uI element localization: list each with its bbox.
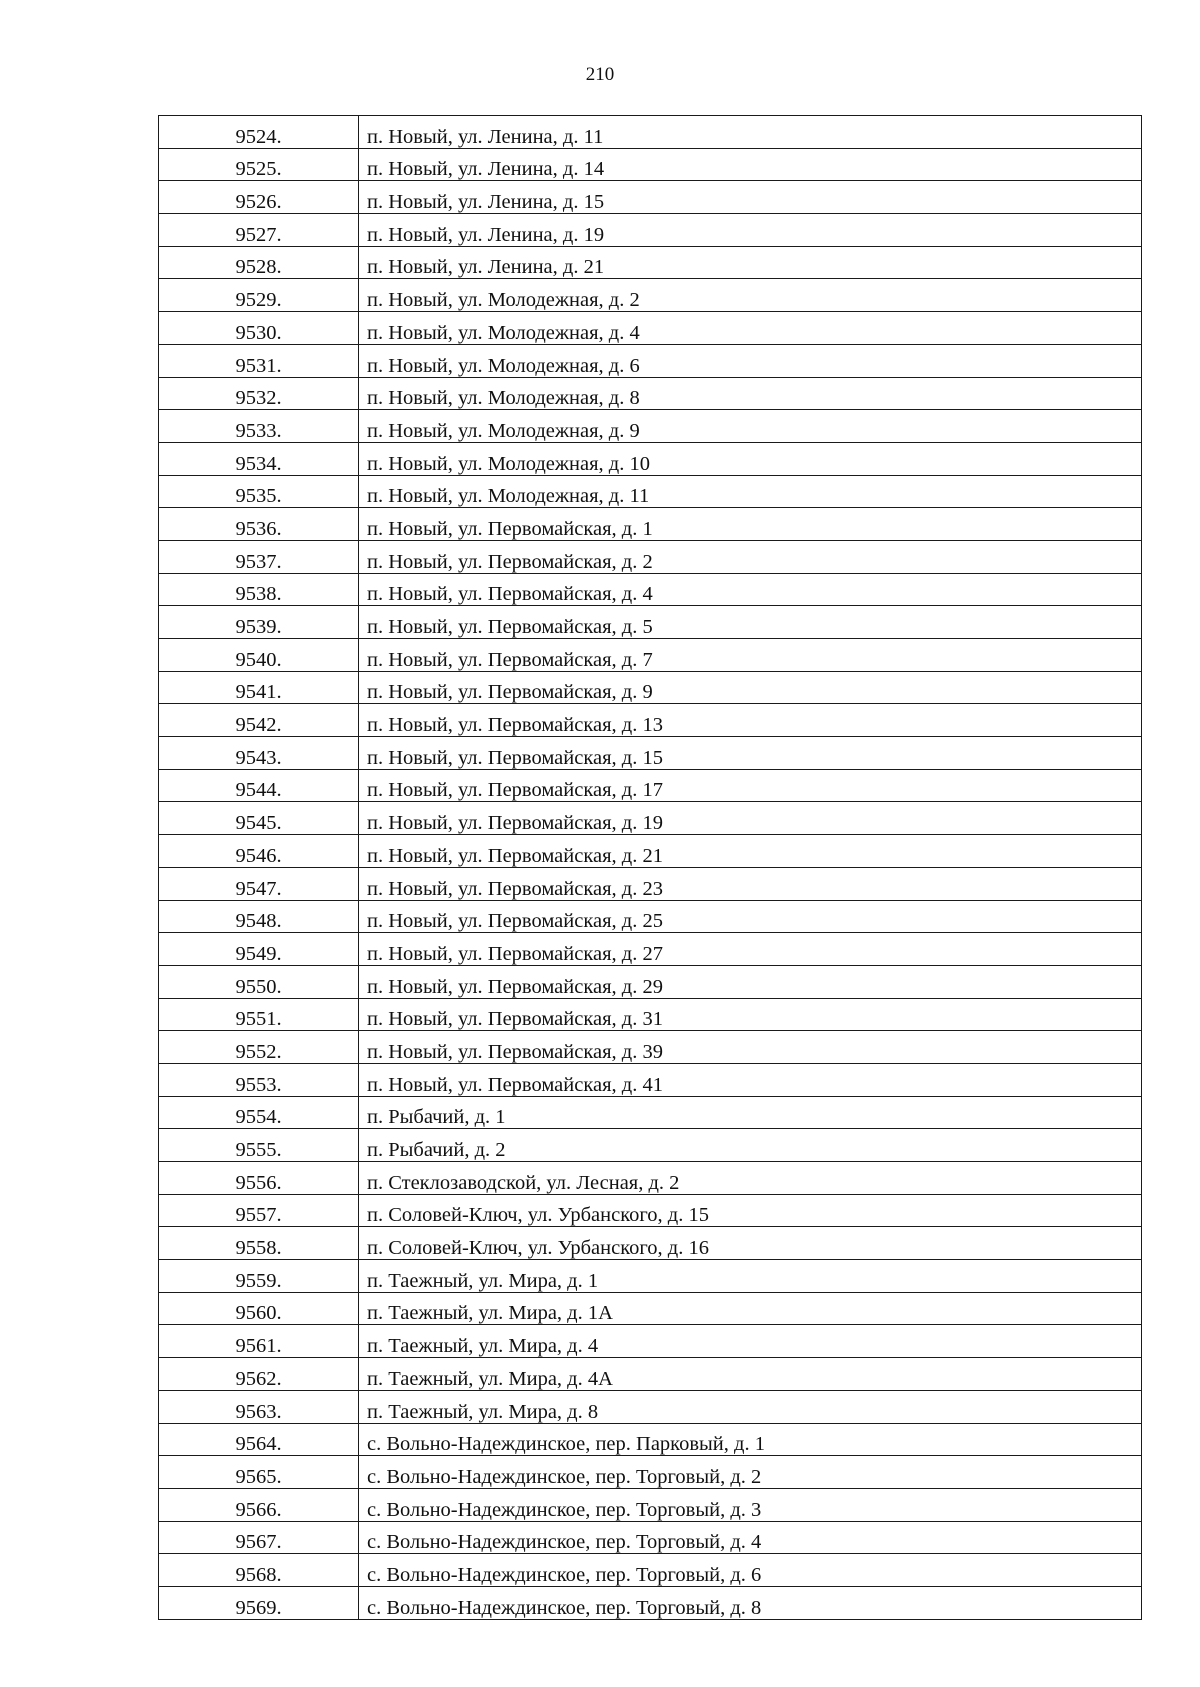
row-number-cell: 9567. (159, 1521, 359, 1554)
address-cell: п. Рыбачий, д. 2 (359, 1129, 1142, 1162)
row-number-cell: 9568. (159, 1554, 359, 1587)
address-cell: п. Таежный, ул. Мира, д. 1А (359, 1292, 1142, 1325)
row-number-cell: 9559. (159, 1260, 359, 1293)
address-cell: п. Новый, ул. Первомайская, д. 21 (359, 835, 1142, 868)
address-cell: п. Новый, ул. Ленина, д. 14 (359, 148, 1142, 181)
address-cell: с. Вольно-Надеждинское, пер. Торговый, д. 4 (359, 1521, 1142, 1554)
table-row (159, 1390, 1142, 1423)
table-row (159, 1096, 1142, 1129)
row-number-cell: 9566. (159, 1488, 359, 1521)
row-number-cell: 9540. (159, 639, 359, 672)
row-number-cell: 9547. (159, 867, 359, 900)
table-row (159, 442, 1142, 475)
row-number-cell: 9557. (159, 1194, 359, 1227)
row-number-cell: 9537. (159, 540, 359, 573)
address-cell: п. Новый, ул. Первомайская, д. 15 (359, 737, 1142, 770)
table-row (159, 475, 1142, 508)
address-cell: п. Таежный, ул. Мира, д. 4А (359, 1358, 1142, 1391)
row-number-cell: 9554. (159, 1096, 359, 1129)
table-row (159, 1129, 1142, 1162)
row-number-cell: 9551. (159, 998, 359, 1031)
row-number-cell: 9561. (159, 1325, 359, 1358)
table-row (159, 410, 1142, 443)
row-number-cell: 9524. (159, 116, 359, 149)
row-number-cell: 9565. (159, 1456, 359, 1489)
address-cell: п. Соловей-Ключ, ул. Урбанского, д. 15 (359, 1194, 1142, 1227)
address-cell: п. Новый, ул. Первомайская, д. 13 (359, 704, 1142, 737)
address-cell: п. Новый, ул. Молодежная, д. 11 (359, 475, 1142, 508)
row-number-cell: 9548. (159, 900, 359, 933)
address-cell: п. Новый, ул. Первомайская, д. 1 (359, 508, 1142, 541)
table-row (159, 1554, 1142, 1587)
row-number-cell: 9553. (159, 1063, 359, 1096)
address-cell: п. Новый, ул. Молодежная, д. 8 (359, 377, 1142, 410)
row-number-cell: 9542. (159, 704, 359, 737)
table-row (159, 1586, 1142, 1619)
table-row (159, 1292, 1142, 1325)
row-number-cell: 9543. (159, 737, 359, 770)
table-row (159, 246, 1142, 279)
row-number-cell: 9569. (159, 1586, 359, 1619)
row-number-cell: 9536. (159, 508, 359, 541)
address-cell: п. Новый, ул. Первомайская, д. 4 (359, 573, 1142, 606)
address-cell: п. Новый, ул. Первомайская, д. 41 (359, 1063, 1142, 1096)
address-cell: п. Новый, ул. Молодежная, д. 4 (359, 312, 1142, 345)
address-cell: п. Новый, ул. Первомайская, д. 5 (359, 606, 1142, 639)
row-number-cell: 9541. (159, 671, 359, 704)
row-number-cell: 9564. (159, 1423, 359, 1456)
row-number-cell: 9560. (159, 1292, 359, 1325)
address-cell: п. Новый, ул. Ленина, д. 21 (359, 246, 1142, 279)
table-row (159, 639, 1142, 672)
row-number-cell: 9544. (159, 769, 359, 802)
address-cell: п. Новый, ул. Первомайская, д. 19 (359, 802, 1142, 835)
address-cell: п. Новый, ул. Первомайская, д. 9 (359, 671, 1142, 704)
table-row (159, 835, 1142, 868)
address-cell: п. Новый, ул. Ленина, д. 11 (359, 116, 1142, 149)
address-cell: п. Новый, ул. Первомайская, д. 31 (359, 998, 1142, 1031)
table-row (159, 181, 1142, 214)
address-cell: п. Таежный, ул. Мира, д. 8 (359, 1390, 1142, 1423)
row-number-cell: 9562. (159, 1358, 359, 1391)
table-row (159, 606, 1142, 639)
row-number-cell: 9533. (159, 410, 359, 443)
row-number-cell: 9539. (159, 606, 359, 639)
row-number-cell: 9555. (159, 1129, 359, 1162)
table-row (159, 344, 1142, 377)
address-cell: п. Рыбачий, д. 1 (359, 1096, 1142, 1129)
table-row (159, 1162, 1142, 1195)
table-row (159, 148, 1142, 181)
row-number-cell: 9552. (159, 1031, 359, 1064)
address-cell: п. Новый, ул. Ленина, д. 19 (359, 214, 1142, 247)
row-number-cell: 9525. (159, 148, 359, 181)
address-cell: п. Стеклозаводской, ул. Лесная, д. 2 (359, 1162, 1142, 1195)
address-table (158, 115, 1142, 1620)
address-cell: с. Вольно-Надеждинское, пер. Торговый, д. 2 (359, 1456, 1142, 1489)
table-row (159, 508, 1142, 541)
address-cell: с. Вольно-Надеждинское, пер. Торговый, д. 8 (359, 1586, 1142, 1619)
table-row (159, 671, 1142, 704)
row-number-cell: 9531. (159, 344, 359, 377)
table-row (159, 965, 1142, 998)
table-row (159, 900, 1142, 933)
address-cell: п. Новый, ул. Первомайская, д. 2 (359, 540, 1142, 573)
table-row (159, 704, 1142, 737)
address-cell: с. Вольно-Надеждинское, пер. Парковый, д. 1 (359, 1423, 1142, 1456)
row-number-cell: 9558. (159, 1227, 359, 1260)
address-cell: п. Таежный, ул. Мира, д. 4 (359, 1325, 1142, 1358)
address-cell: п. Таежный, ул. Мира, д. 1 (359, 1260, 1142, 1293)
address-cell: с. Вольно-Надеждинское, пер. Торговый, д. 6 (359, 1554, 1142, 1587)
table-row (159, 1325, 1142, 1358)
row-number-cell: 9545. (159, 802, 359, 835)
table-row (159, 737, 1142, 770)
table-row (159, 1260, 1142, 1293)
table-row (159, 377, 1142, 410)
table-row (159, 1031, 1142, 1064)
address-cell: п. Соловей-Ключ, ул. Урбанского, д. 16 (359, 1227, 1142, 1260)
row-number-cell: 9527. (159, 214, 359, 247)
table-row (159, 998, 1142, 1031)
address-cell: п. Новый, ул. Первомайская, д. 27 (359, 933, 1142, 966)
address-cell: п. Новый, ул. Ленина, д. 15 (359, 181, 1142, 214)
row-number-cell: 9546. (159, 835, 359, 868)
address-cell: п. Новый, ул. Молодежная, д. 6 (359, 344, 1142, 377)
address-cell: п. Новый, ул. Первомайская, д. 39 (359, 1031, 1142, 1064)
table-row (159, 116, 1142, 149)
table-row (159, 802, 1142, 835)
page-number: 210 (585, 64, 615, 85)
table-row (159, 867, 1142, 900)
table-row (159, 540, 1142, 573)
row-number-cell: 9530. (159, 312, 359, 345)
address-cell: п. Новый, ул. Молодежная, д. 10 (359, 442, 1142, 475)
row-number-cell: 9550. (159, 965, 359, 998)
row-number-cell: 9526. (159, 181, 359, 214)
address-cell: п. Новый, ул. Первомайская, д. 17 (359, 769, 1142, 802)
row-number-cell: 9535. (159, 475, 359, 508)
row-number-cell: 9538. (159, 573, 359, 606)
address-cell: п. Новый, ул. Первомайская, д. 7 (359, 639, 1142, 672)
table-row (159, 214, 1142, 247)
table-row (159, 1358, 1142, 1391)
table-row (159, 1488, 1142, 1521)
table-row (159, 1194, 1142, 1227)
address-cell: с. Вольно-Надеждинское, пер. Торговый, д. 3 (359, 1488, 1142, 1521)
table-row (159, 1521, 1142, 1554)
address-cell: п. Новый, ул. Первомайская, д. 23 (359, 867, 1142, 900)
row-number-cell: 9532. (159, 377, 359, 410)
address-cell: п. Новый, ул. Первомайская, д. 29 (359, 965, 1142, 998)
address-cell: п. Новый, ул. Молодежная, д. 9 (359, 410, 1142, 443)
table-row (159, 933, 1142, 966)
address-table-body (159, 116, 1142, 1620)
row-number-cell: 9529. (159, 279, 359, 312)
table-row (159, 573, 1142, 606)
table-row (159, 1423, 1142, 1456)
row-number-cell: 9563. (159, 1390, 359, 1423)
address-cell: п. Новый, ул. Молодежная, д. 2 (359, 279, 1142, 312)
row-number-cell: 9528. (159, 246, 359, 279)
table-row (159, 1227, 1142, 1260)
row-number-cell: 9556. (159, 1162, 359, 1195)
row-number-cell: 9549. (159, 933, 359, 966)
row-number-cell: 9534. (159, 442, 359, 475)
table-row (159, 1456, 1142, 1489)
address-cell: п. Новый, ул. Первомайская, д. 25 (359, 900, 1142, 933)
table-row (159, 769, 1142, 802)
table-row (159, 279, 1142, 312)
table-row (159, 312, 1142, 345)
table-row (159, 1063, 1142, 1096)
